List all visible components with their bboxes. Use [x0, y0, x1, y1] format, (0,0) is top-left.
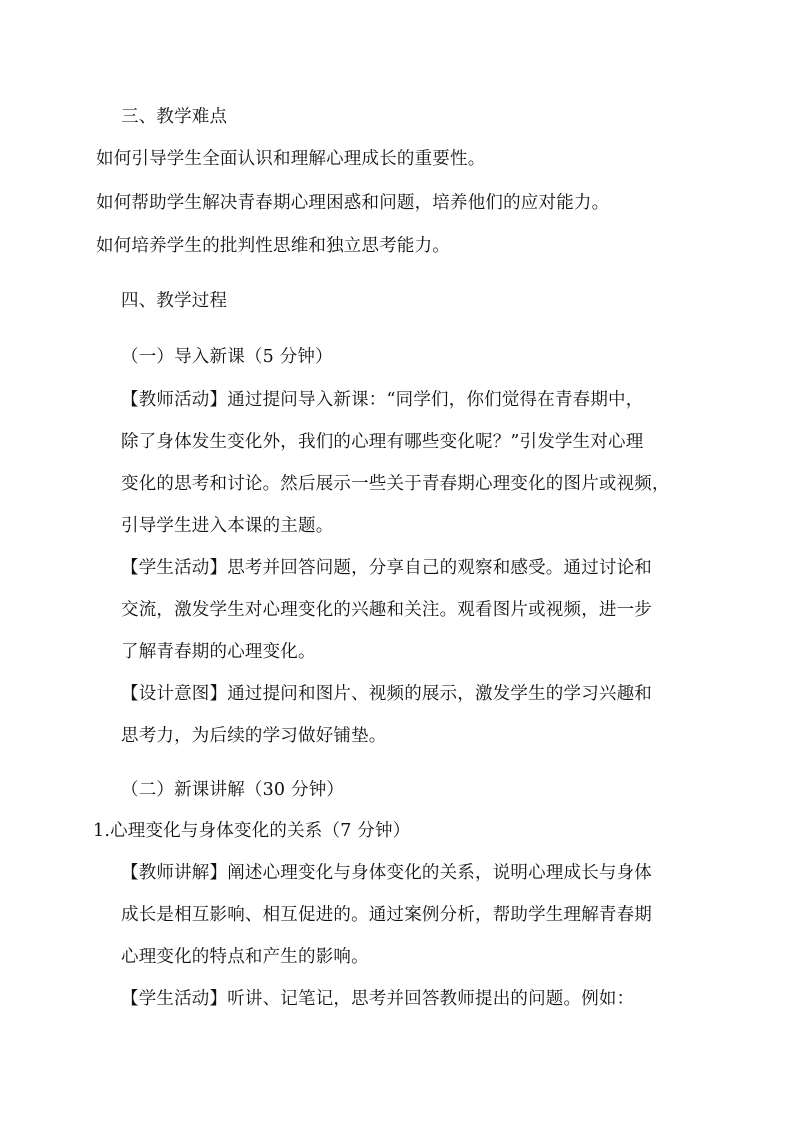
part1-heading: （一）导入新课（5 分钟） [121, 347, 333, 367]
part1-design-intent-line-1: 【设计意图】通过提问和图片、视频的展示，激发学生的学习兴趣和 [121, 684, 652, 704]
part2-student-activity-line-1: 【学生活动】听讲、记笔记，思考并回答教师提出的问题。例如： [121, 989, 635, 1009]
part1-teacher-activity-line-1: 【教师活动】通过提问导入新课：“同学们，你们觉得在青春期中， [121, 390, 644, 410]
section3-item-3: 如何培养学生的批判性思维和独立思考能力。 [96, 236, 450, 256]
section3-heading: 三、教学难点 [121, 107, 228, 127]
part2-heading: （二）新课讲解（30 分钟） [121, 780, 345, 800]
part1-teacher-activity-line-3: 变化的思考和讨论。然后展示一些关于青春期心理变化的图片或视频， [121, 474, 670, 494]
part1-teacher-activity-line-2: 除了身体发生变化外，我们的心理有哪些变化呢？”引发学生对心理 [121, 432, 644, 452]
section3-item-2: 如何帮助学生解决青春期心理困惑和问题，培养他们的应对能力。 [96, 193, 610, 213]
part2-teacher-lecture-line-3: 心理变化的特点和产生的影响。 [121, 947, 369, 967]
section3-item-1: 如何引导学生全面认识和理解心理成长的重要性。 [96, 149, 486, 169]
part2-teacher-lecture-line-1: 【教师讲解】阐述心理变化与身体变化的关系，说明心理成长与身体 [121, 863, 652, 883]
part1-student-activity-line-1: 【学生活动】思考并回答问题，分享自己的观察和感受。通过讨论和 [121, 558, 652, 578]
part2-sub1-heading: 1.心理变化与身体变化的关系（7 分钟） [93, 821, 411, 841]
part1-teacher-activity-line-4: 引导学生进入本课的主题。 [121, 516, 334, 536]
part2-teacher-lecture-line-2: 成长是相互影响、相互促进的。通过案例分析，帮助学生理解青春期 [121, 905, 652, 925]
part1-student-activity-line-2: 交流，激发学生对心理变化的兴趣和关注。观看图片或视频，进一步 [121, 600, 652, 620]
part1-student-activity-line-3: 了解青春期的心理变化。 [121, 642, 316, 662]
section4-heading: 四、教学过程 [121, 291, 228, 311]
part1-design-intent-line-2: 思考力，为后续的学习做好铺垫。 [121, 726, 387, 746]
